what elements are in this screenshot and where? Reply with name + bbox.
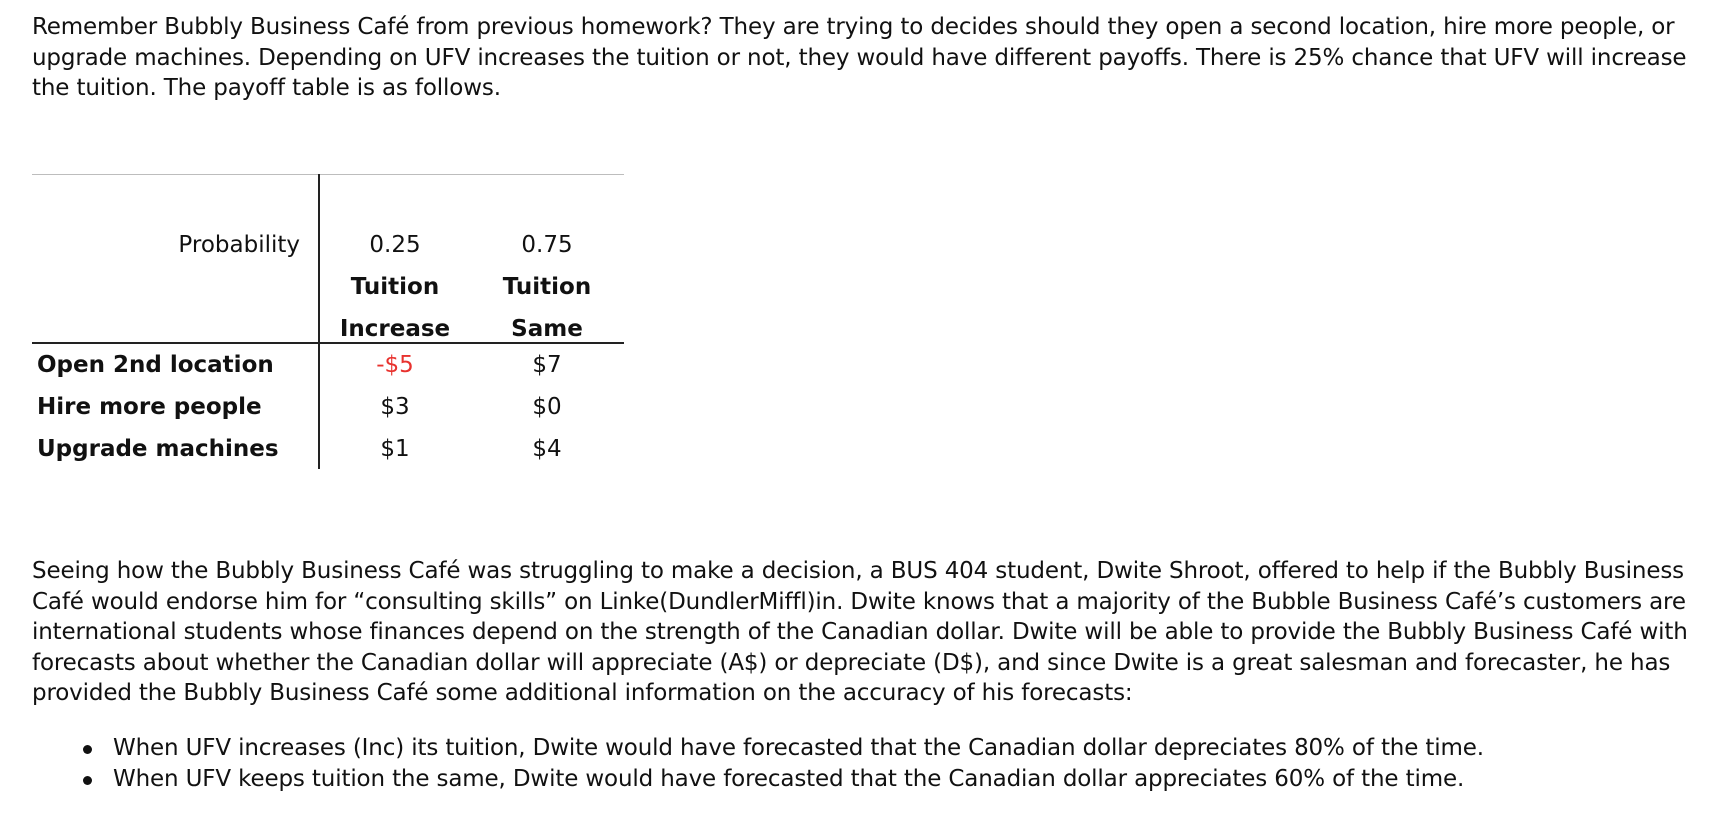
col-same-header-line1: Tuition <box>502 274 592 300</box>
row-label-hire-people: Hire more people <box>37 394 262 420</box>
row-label-upgrade-machines: Upgrade machines <box>37 436 279 462</box>
scenario-paragraph: Seeing how the Bubbly Business Café was struggling to make a decision, a BUS 404 student, Dwite Shroot, offered to help if the Bubbly Business Café would endorse him for “consulting skills” on Linke(DundlerMiffl)in. Dwite knows that a majority of the Bubble Business Café’s customers are international students whose finances depend on the strength of the Canadian dollar. Dwite will be able to provide the Bubbly Business Café with forecasts about whether the Canadian dollar will appreciate (A$) or depreciate (D$), and since Dwite is a great salesman and forecaster, he has provided the Bubbly Business Café some additional information on the accuracy of his forecasts: <box>32 558 1688 706</box>
payoff-table <box>32 174 624 469</box>
col-increase-header-line2: Increase <box>339 316 451 342</box>
payoff-upgrade-machines-increase: $1 <box>380 436 410 462</box>
col-same-header-line2: Same <box>511 316 583 342</box>
forecast-accuracy-list <box>80 733 1484 794</box>
intro-paragraph: Remember Bubbly Business Café from previous homework? They are trying to decides should they open a second location, hire more people, or upgrade machines. Depending on UFV increases the tuition or not, they would have different payoffs. There is 25% chance that UFV will increase the tuition. The payoff table is as follows. <box>32 14 1687 101</box>
list-item <box>80 764 1484 795</box>
row-label-open-location: Open 2nd location <box>37 352 274 378</box>
col-increase-probability: 0.25 <box>369 232 421 258</box>
col-same-probability: 0.75 <box>521 232 573 258</box>
payoff-hire-people-increase: $3 <box>380 394 410 420</box>
payoff-open-location-same: $7 <box>532 352 562 378</box>
bullet-text: When UFV keeps tuition the same, Dwite would have forecasted that the Canadian dollar appreciates 60% of the time. <box>113 765 1465 792</box>
list-item <box>80 733 1484 764</box>
bullet-icon <box>83 776 92 785</box>
col-increase-header-line1: Tuition <box>350 274 440 300</box>
payoff-hire-people-same: $0 <box>532 394 562 420</box>
bullet-icon <box>83 745 92 754</box>
bullet-text: When UFV increases (Inc) its tuition, Dwite would have forecasted that the Canadian dollar depreciates 80% of the time. <box>113 735 1484 761</box>
probability-label: Probability <box>178 232 300 258</box>
table-top-rule <box>32 174 624 175</box>
payoff-upgrade-machines-same: $4 <box>532 436 562 462</box>
payoff-open-location-increase: -$5 <box>376 352 414 378</box>
